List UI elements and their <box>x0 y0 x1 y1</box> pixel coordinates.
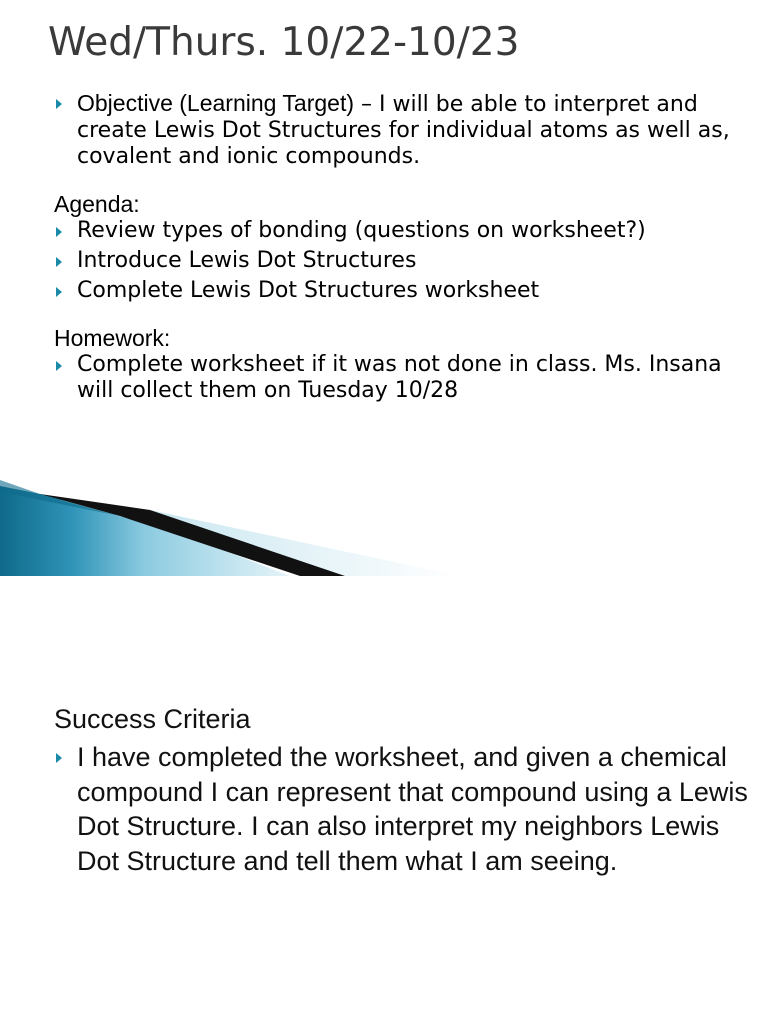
objective-label: Objective (Learning Target) <box>77 90 354 116</box>
agenda-item <box>54 248 744 274</box>
homework-item <box>54 352 744 404</box>
slide-1-body <box>54 90 744 404</box>
success-criteria-item <box>54 740 754 878</box>
success-criteria-text: I have completed the worksheet, and given a chemical compound I can represent that compound using a Lewis Dot Structure. I can also interpret my neighbors Lewis Dot Structure and tell them what I am seeing. <box>77 742 748 876</box>
agenda-item-text: Complete Lewis Dot Structures worksheet <box>77 278 540 303</box>
bullet-arrow-icon <box>56 257 62 267</box>
homework-heading: Homework: <box>54 325 171 351</box>
bullet-arrow-icon <box>56 99 62 109</box>
agenda-item-text: Review types of bonding (questions on worksheet?) <box>77 218 646 243</box>
agenda-heading: Agenda: <box>54 191 140 217</box>
bullet-arrow-icon <box>56 287 62 297</box>
agenda-item <box>54 278 744 304</box>
homework-item-text: Complete worksheet if it was not done in class. Ms. Insana will collect them on Tuesday 10/28 <box>77 352 722 403</box>
bullet-arrow-icon <box>56 227 62 237</box>
success-criteria-heading: Success Criteria <box>54 704 251 734</box>
slide-2 <box>0 576 768 1024</box>
success-criteria-block <box>54 702 754 878</box>
bullet-arrow-icon <box>56 753 62 763</box>
decorative-swoosh <box>0 480 768 576</box>
objective-text: – I will be able to interpret and create Lewis Dot Structures for individual atoms as well as, covalent and ionic compounds. <box>77 92 730 169</box>
agenda-item-text: Introduce Lewis Dot Structures <box>77 248 417 273</box>
objective-bullet <box>54 90 744 170</box>
agenda-item <box>54 218 744 244</box>
bullet-arrow-icon <box>56 361 62 371</box>
slide-title: Wed/Thurs. 10/22-10/23 <box>48 20 520 65</box>
